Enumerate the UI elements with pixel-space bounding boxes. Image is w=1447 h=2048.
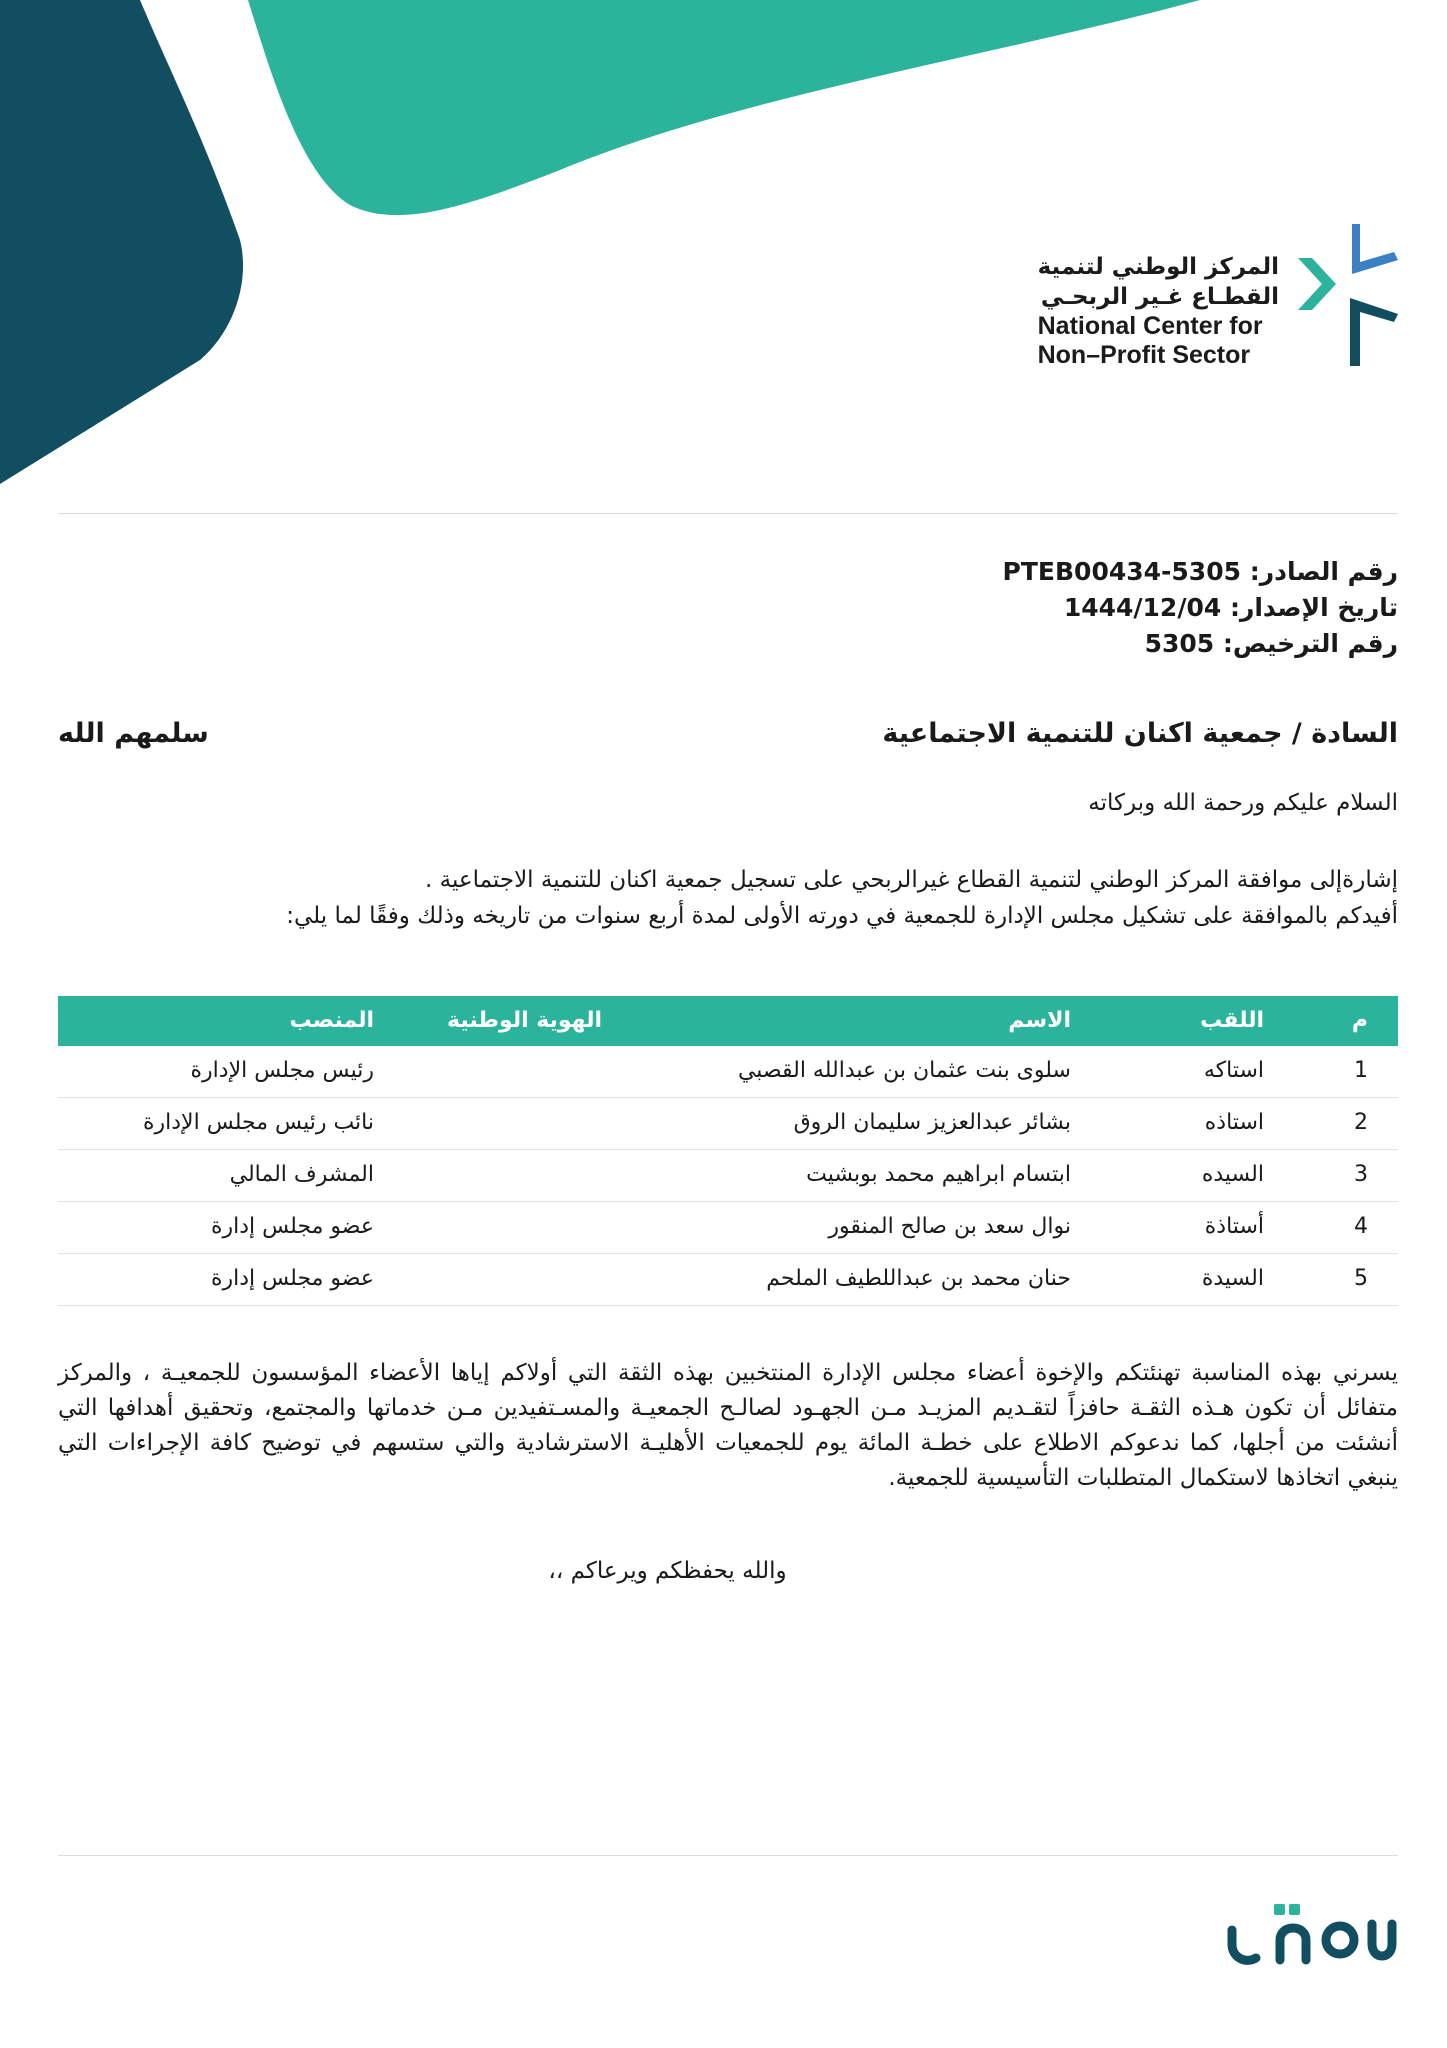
license-number: رقم الترخيص: 5305 (1144, 629, 1398, 658)
row-name: بشائر عبدالعزيز سليمان الروق (793, 1110, 1071, 1135)
closing-line: والله يحفظكم ويرعاكم ،، (548, 1558, 787, 1584)
intro-line-2: أفيدكم بالموافقة على تشكيل مجلس الإدارة للجمعية في دورته الأولى لمدة أربع سنوات من تاريخه وذلك وفقًا لما يلي: (286, 903, 1398, 929)
row-position: نائب رئيس مجلس الإدارة (143, 1110, 374, 1135)
table-header (58, 996, 1398, 1046)
ncnp-logo-text (1038, 252, 1279, 370)
row-name: سلوى بنت عثمان بن عبدالله القصبي (737, 1058, 1071, 1083)
header-position: المنصب (289, 1008, 374, 1033)
board-members-table (58, 996, 1398, 1306)
greeting: السلام عليكم ورحمة الله وبركاته (1088, 790, 1398, 816)
intro-paragraph (58, 862, 1398, 934)
header-divider (58, 513, 1398, 514)
row-name: ابتسام ابراهيم محمد بوبشيت (806, 1162, 1071, 1187)
row-index: 4 (1354, 1214, 1368, 1239)
row-name: نوال سعد بن صالح المنقور (828, 1214, 1071, 1239)
issue-number: رقم الصادر: PTEB00434-5305 (1002, 557, 1398, 586)
teal-wave-shape (248, 0, 1200, 215)
table-row (58, 1202, 1398, 1254)
row-title: استاذه (1204, 1110, 1264, 1135)
table-row (58, 1098, 1398, 1150)
header-title: اللقب (1200, 1008, 1264, 1033)
issue-date: تاريخ الإصدار: 1444/12/04 (1063, 593, 1398, 622)
footer-divider (58, 1855, 1398, 1856)
table-row (58, 1046, 1398, 1098)
row-index: 1 (1354, 1058, 1368, 1083)
logo-english-line-1: National Center for (1037, 312, 1263, 340)
logo-english-line-2: Non–Profit Sector (1037, 341, 1251, 369)
row-title: السيدة (1201, 1266, 1264, 1291)
row-position: عضو مجلس إدارة (210, 1266, 374, 1291)
honorific: سلمهم الله (58, 718, 209, 749)
logo-arabic-line-1: المركز الوطني لتنمية (1037, 254, 1279, 280)
row-title: استاكه (1203, 1058, 1264, 1083)
table-row (58, 1150, 1398, 1202)
row-position: عضو مجلس إدارة (210, 1214, 374, 1239)
header-national-id: الهوية الوطنية (447, 1008, 602, 1033)
dark-teal-shape (0, 0, 243, 484)
row-title: أستاذة (1204, 1214, 1264, 1239)
intro-line-1: إشارةإلى موافقة المركز الوطني لتنمية القطاع غيرالربحي على تسجيل جمعية اكنان للتنمية الاجتماعية . (424, 867, 1398, 893)
row-position: رئيس مجلس الإدارة (190, 1058, 374, 1083)
congratulation-paragraph: يسرني بهذه المناسبة تهنئتكم والإخوة أعضاء مجلس الإدارة المنتخبين بهذه الثقة التي أولاكم إياها الأعضاء المؤسسون للجمعيـة ، والمركز متفائل أن تكون هـذه الثقـة حافزاً لتقـديم المزيـد مـن الجهـود لصالـح الجمعيـة والمسـتفيدين مـن خدماتها والمجتمع، وتحقيق أهدافها التي أنشئت من أجلها، كما ندعوكم الاطلاع على خطـة المائة يوم للجمعيات الأهليـة الاسترشادية والتي ستسهم في توضيح كافة الإجراءات التي ينبغي اتخاذها لاستكمال المتطلبات التأسيسية للجمعية. (58, 1360, 1398, 1491)
row-position: المشرف المالي (229, 1162, 374, 1187)
logo-arabic-line-2: القطـاع غـير الربحـي (1040, 284, 1279, 310)
row-index: 5 (1354, 1266, 1368, 1291)
row-title: السيده (1201, 1162, 1264, 1187)
table-row (58, 1254, 1398, 1306)
header-name: الاسم (1008, 1008, 1071, 1033)
row-name: حنان محمد بن عبداللطيف الملحم (766, 1266, 1071, 1291)
header-index: م (1351, 1008, 1368, 1033)
addressee: السادة / جمعية اكنان للتنمية الاجتماعية (882, 718, 1398, 749)
row-index: 3 (1354, 1162, 1368, 1187)
letter-meta (1003, 554, 1398, 662)
row-index: 2 (1354, 1110, 1368, 1135)
nomw-logo-icon (1222, 1900, 1402, 1970)
